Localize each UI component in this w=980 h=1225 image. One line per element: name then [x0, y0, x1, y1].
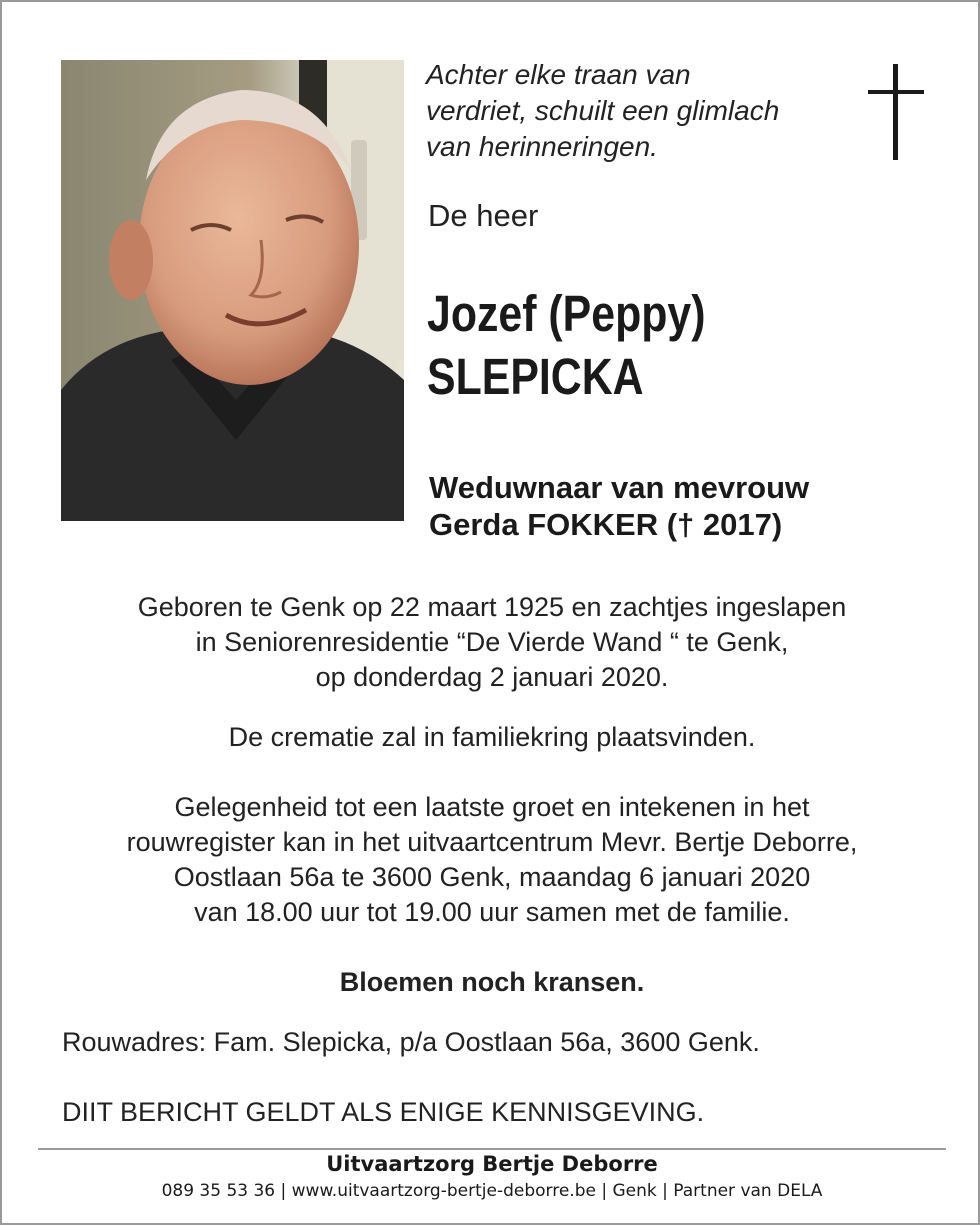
portrait-illustration — [61, 60, 404, 521]
spouse-line: Gerda FOKKER († 2017) — [429, 507, 783, 542]
mourning-address: Rouwadres: Fam. Slepicka, p/a Oostlaan 56a, 3600 Genk. — [62, 1027, 760, 1057]
deceased-name — [427, 282, 706, 408]
quote-line: verdriet, schuilt een glimlach — [426, 95, 780, 126]
detail-line: op donderdag 2 januari 2020. — [315, 662, 669, 692]
cremation-note: De crematie zal in familiekring plaatsvinden. — [228, 722, 756, 752]
visitation-details — [42, 790, 942, 930]
honorific-prefix: De heer — [428, 198, 539, 233]
portrait-photo — [61, 60, 404, 521]
deceased-surname: SLEPICKA — [427, 348, 644, 405]
detail-line: Oostlaan 56a te 3600 Genk, maandag 6 januari 2020 — [173, 862, 811, 892]
detail-line: Gelegenheid tot een laatste groet en intekenen in het — [174, 792, 810, 822]
latin-cross-icon — [868, 64, 924, 160]
flowers-note: Bloemen noch kransen. — [339, 967, 645, 997]
memorial-quote — [426, 57, 846, 165]
deceased-name-line: Jozef (Peppy) — [427, 285, 706, 342]
detail-line: van 18.00 uur tot 19.00 uur samen met de familie. — [194, 897, 790, 927]
funeral-home-name: Uitvaartzorg Bertje Deborre — [326, 1152, 658, 1176]
birth-death-details — [42, 590, 942, 695]
footer-divider — [38, 1148, 946, 1150]
funeral-home-contact: 089 35 53 36 | www.uitvaartzorg-bertje-deborre.be | Genk | Partner van DELA — [161, 1181, 823, 1201]
quote-line: van herinneringen. — [426, 131, 658, 162]
detail-line: in Seniorenresidentie “De Vierde Wand “ te Genk, — [195, 627, 789, 657]
spouse-line: Weduwnaar van mevrouw — [429, 470, 810, 505]
detail-line: rouwregister kan in het uitvaartcentrum Mevr. Bertje Deborre, — [126, 827, 858, 857]
notice-statement: DIIT BERICHT GELDT ALS ENIGE KENNISGEVING. — [62, 1097, 705, 1127]
quote-line: Achter elke traan van — [426, 59, 691, 90]
spouse-info — [429, 469, 809, 543]
detail-line: Geboren te Genk op 22 maart 1925 en zachtjes ingeslapen — [137, 592, 847, 622]
